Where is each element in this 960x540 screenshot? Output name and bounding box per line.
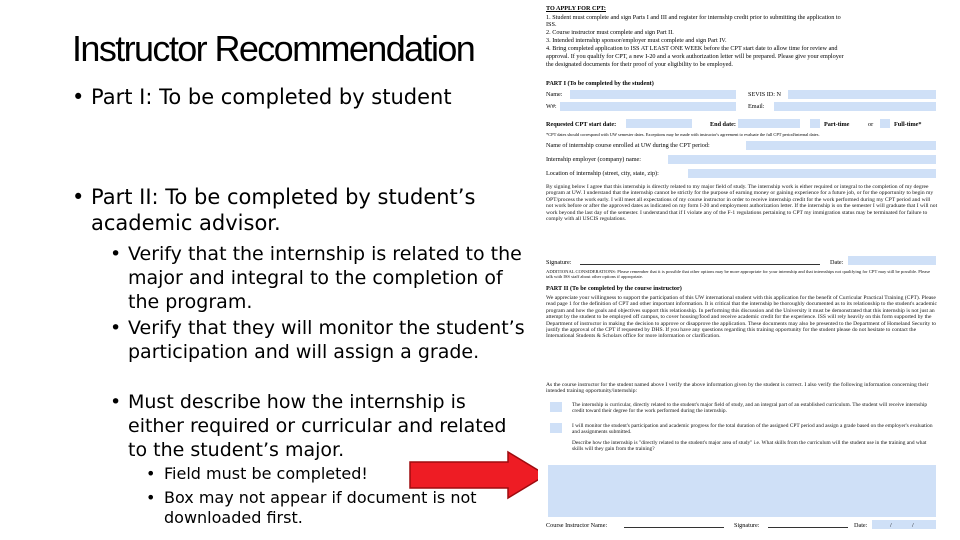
verify-item: Describe how the internship is "directly related to the student's major area of study" i.e. What skills from the curriculum will the student use in the training and what skills will they gain from the training?	[572, 440, 927, 453]
signing-agreement-text: By signing below I agree that this internship is directly related to my major field of study. The internship work is either required or integral to the completion of my degree program at UW. I understand that the internship cannot be strictly for the purpose of earning money or gaining experience for a future job, or for the opportunity to begin my OPT/process the work early. I will meet all expectations of my course instructor in order to receive internship credit for the work performed during my CPT period and will not work before or after the approved dates as indicated on my form I-20 and employment authorization letter. If the internship is on the semester I will graduate that I will not work beyond the last day of the semester. I understand that if I violate any of the F-1 regulations pertaining to CPT my immigration status may be terminated for failure to comply with all USCIS regulations.	[546, 184, 938, 223]
part-time-label: Part-time	[824, 121, 850, 128]
step-line: 3. Intended internship sponsor/employer must complete and sign Part IV.	[546, 37, 727, 44]
part2-intro-text: We appreciate your willingness to support the participation of this UW international student with this application for the benefit of Curricular Practical Training (CPT). Please read page 1 for the definition of CPT and other important information. It is critical that the internship be thoroughly documented as to its relationship to the student's academic program and how the goals and objectives support this relationship. In performing this discussion and the University it must be demonstrated that this internship is not just an attempt by the student to be employed off campus, to cover housing/food and receive academic credit for the experience. ISS will rely heavily on this form supported by the Department of instructor in making the decision to approve or disapprove the application. These documents may also be presented to the Department of Homeland Security to justify the approval of the CPT if requested by DHS. If you have any questions regarding this training opportunity for the student please do not hesitate to contact the International Students & Scholars office for more information or clarification.	[546, 295, 937, 340]
location-label: Location of internship (street, city, state, zip):	[546, 170, 659, 177]
location-field	[688, 169, 936, 178]
step-line: the designated documents for their proof of your eligibility to be employed.	[546, 61, 733, 68]
end-date-field	[738, 119, 800, 128]
student-date-field	[848, 256, 936, 265]
course-label: Name of internship course enrolled at UW during the CPT period:	[546, 142, 710, 149]
part2-heading: PART II (To be completed by the course instructor)	[546, 285, 682, 292]
step-line: 4. Bring completed application to ISS AT LEAST ONE WEEK before the CPT start date to allow time for review and	[546, 45, 838, 52]
bullet-glyph: •	[72, 85, 85, 109]
student-signature-label: Signature:	[546, 259, 572, 266]
employer-label: Internship employer (company) name:	[546, 156, 642, 163]
bullet-text: Part II: To be completed by student’s academic advisor.	[91, 185, 476, 235]
student-date-label: Date:	[830, 259, 844, 266]
sub-bullet-text: Must describe how the internship is either required or curricular and related to the student’s major.	[128, 391, 507, 461]
verify-item: I will monitor the student's participation and academic progress for the total duration of the assigned CPT period and assign a grade based on the employer's evaluation and assignments submitted.	[572, 423, 933, 436]
bullet-part2	[72, 184, 522, 236]
start-date-field	[626, 119, 692, 128]
instructor-signature-label: Signature:	[734, 522, 760, 529]
name-label: Name:	[546, 91, 563, 98]
bullet-glyph: •	[146, 488, 156, 507]
part1-heading: PART I (To be completed by the student)	[546, 80, 654, 87]
sevis-field	[788, 90, 936, 99]
student-signature-line	[580, 264, 820, 265]
email-label: Email:	[748, 103, 765, 110]
instructor-name-line	[624, 527, 724, 528]
note-text: Field must be completed!	[164, 464, 368, 483]
instructor-verify-text: As the course instructor for the student named above I verify the above information given by the student is correct. I also verify the following information concerning their intended training opportunity/internship:	[546, 382, 929, 395]
bullet-glyph: •	[72, 185, 85, 209]
email-field	[774, 102, 936, 111]
step-line: 1. Student must complete and sign Parts I and III and register for internship credit prior to submitting the application to	[546, 14, 841, 21]
verify-checkbox	[550, 423, 562, 433]
bullet-part1	[72, 84, 522, 110]
bullet-glyph: •	[146, 464, 156, 483]
full-time-checkbox	[880, 119, 890, 128]
bullet-glyph: •	[110, 243, 122, 265]
bullet-text: Part I: To be completed by student	[91, 85, 452, 109]
instructor-signature-line	[768, 527, 848, 528]
date-slash: /	[912, 522, 914, 529]
slide-title: Instructor Recommendation	[72, 28, 475, 69]
or-label: or	[868, 121, 874, 128]
additional-considerations-text: ADDITIONAL CONSIDERATIONS: Please remember that it is possible that other options may be more appropriate for your internship and that internships not qualifying for CPT may still be possible. Please talk with ISS staff about other options if appropriate.	[546, 269, 931, 280]
apply-heading: TO APPLY FOR CPT:	[546, 5, 606, 12]
bullet-glyph: •	[110, 391, 122, 413]
full-time-note: *CPT dates should correspond with UW semester dates. Exceptions may be made with instructor's agreement to evaluate the full CPT period/internal dates.	[546, 132, 820, 137]
course-field	[746, 141, 936, 150]
verify-checkbox	[550, 402, 562, 412]
w-number-label: W#:	[546, 103, 557, 110]
sub-bullet-text: Verify that they will monitor the student’s participation and will assign a grade.	[128, 317, 525, 363]
start-date-label: Requested CPT start date:	[546, 121, 617, 128]
step-line: ISS.	[546, 21, 557, 28]
sub-bullet-text: Verify that the internship is related to the major and integral to the completion of the program.	[128, 243, 522, 313]
employer-field	[668, 155, 936, 164]
cpt-application-form	[538, 0, 944, 540]
step-line: 2. Course instructor must complete and sign Part II.	[546, 29, 674, 36]
major-relation-text-box	[548, 465, 936, 517]
sub-bullet-monitor	[110, 316, 525, 364]
instructor-date-label: Date:	[854, 522, 868, 529]
arrow-shape	[410, 452, 546, 498]
sevis-label: SEVIS ID: N	[748, 91, 782, 98]
part-time-checkbox	[810, 119, 820, 128]
bullet-glyph: •	[110, 317, 122, 339]
date-slash: /	[890, 522, 892, 529]
sub-bullet-related	[110, 242, 525, 314]
red-arrow-icon	[408, 450, 548, 500]
note-text: Box may not appear if document is not downloaded first.	[164, 488, 477, 527]
end-date-label: End date:	[710, 121, 736, 128]
full-time-label: Full-time*	[894, 121, 922, 128]
verify-item: The internship is curricular, directly related to the student's major field of study, and an integral part of an established curriculum. The student will receive internship credit toward their degree for the work performed during the internship.	[572, 402, 928, 415]
instructor-name-label: Course Instructor Name:	[546, 522, 608, 529]
step-line: approval. If you qualify for CPT, a new I-20 and a work authorization letter will be prepared. Please give your employer	[546, 53, 844, 60]
